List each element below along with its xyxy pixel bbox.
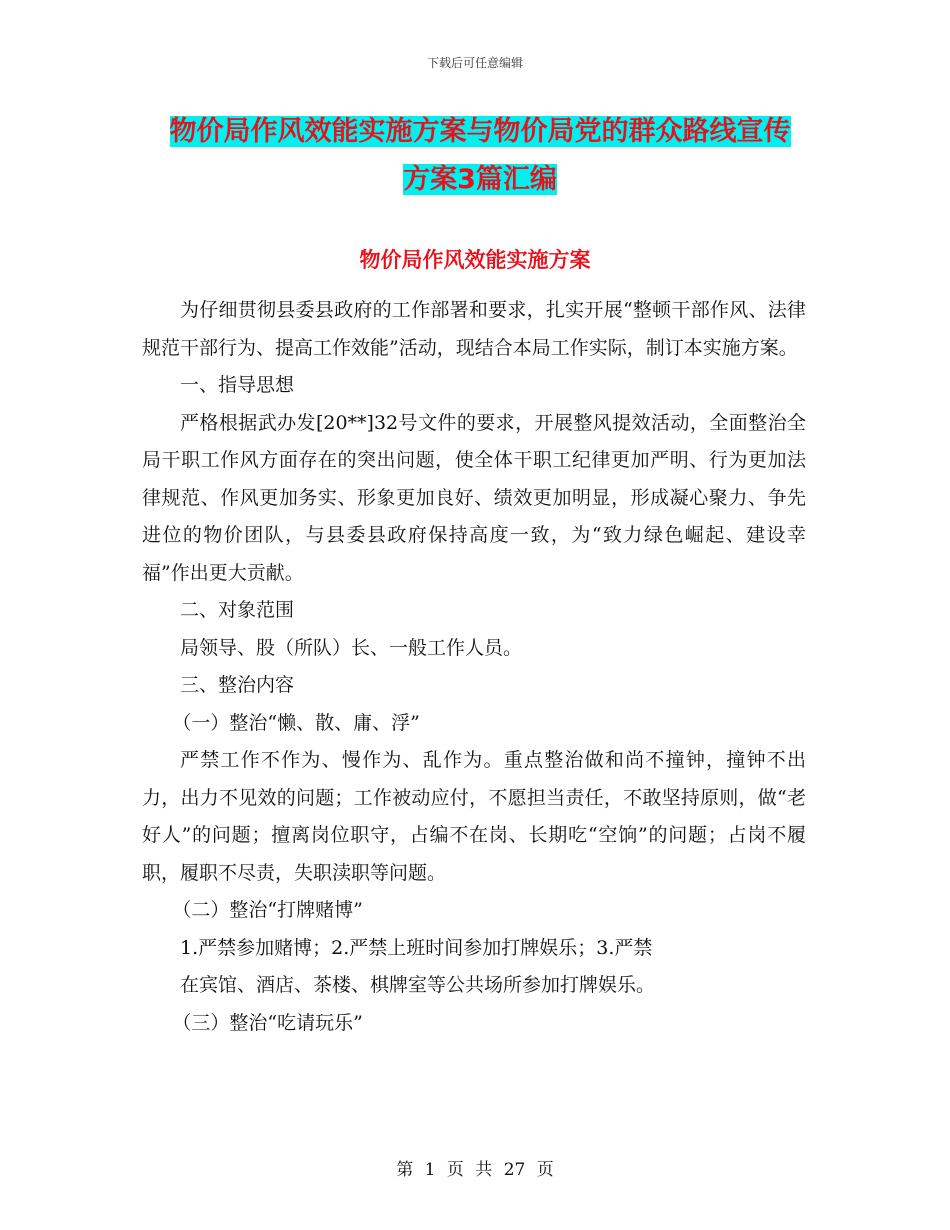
section-title: 物价局作风效能实施方案 (359, 248, 591, 272)
guiding-thought-paragraph: 严格根据武办发[20**]32号文件的要求，开展整风提效活动，全面整治全局干职工作风方面存在的突出问题，使全体干职工纪律更加严明、行为更加法律规范、作风更加务实、形象更加良好、绩效更加明显，形成凝心聚力、争先进位的物价团队，与县委县政府保持高度一致，为“致力绿色崛起、建设幸福”作出更大贡献。 (142, 411, 806, 584)
scope-paragraph: 局领导、股（所队）长、一般工作人员。 (180, 636, 523, 659)
title-line-2: 方案3篇汇编 (403, 164, 557, 195)
subsection-2-line-2: 在宾馆、酒店、茶楼、棋牌室等公共场所参加打牌娱乐。 (180, 974, 656, 996)
intro-paragraph: 为仔细贯彻县委县政府的工作部署和要求，扎实开展“整顿干部作风、法律规范干部行为、提高工作效能”活动，现结合本局工作实际，制订本实施方案。 (142, 299, 806, 359)
document-title (140, 108, 820, 204)
subheading-1: （一）整治“懒、散、庸、浮” (172, 711, 420, 734)
subheading-2: （二）整治“打牌赌博” (172, 899, 363, 921)
document-body (142, 292, 806, 1042)
heading-scope: 二、对象范围 (180, 599, 295, 621)
heading-guiding-thought: 一、指导思想 (180, 374, 295, 396)
header-note: 下载后可任意编辑 (426, 56, 523, 70)
page-footer: 第 1 页 共 27 页 (396, 1160, 554, 1180)
heading-rectification-content: 三、整治内容 (180, 674, 295, 696)
subsection-2-line-1: 1.严禁参加赌博；2.严禁上班时间参加打牌娱乐；3.严禁 (180, 936, 653, 959)
title-line-1: 物价局作风效能实施方案与物价局党的群众路线宣传 (169, 116, 791, 147)
subsection-1-paragraph: 严禁工作不作为、慢作为、乱作为。重点整治做和尚不撞钟，撞钟不出力，出力不见效的问题；工作被动应付，不愿担当责任，不敢坚持原则，做“老好人”的问题；擅离岗位职守，占编不在岗、长期吃“空饷”的问题；占岗不履职，履职不尽责，失职渎职等问题。 (142, 749, 806, 884)
subheading-3: （三）整治“吃请玩乐” (172, 1011, 363, 1034)
